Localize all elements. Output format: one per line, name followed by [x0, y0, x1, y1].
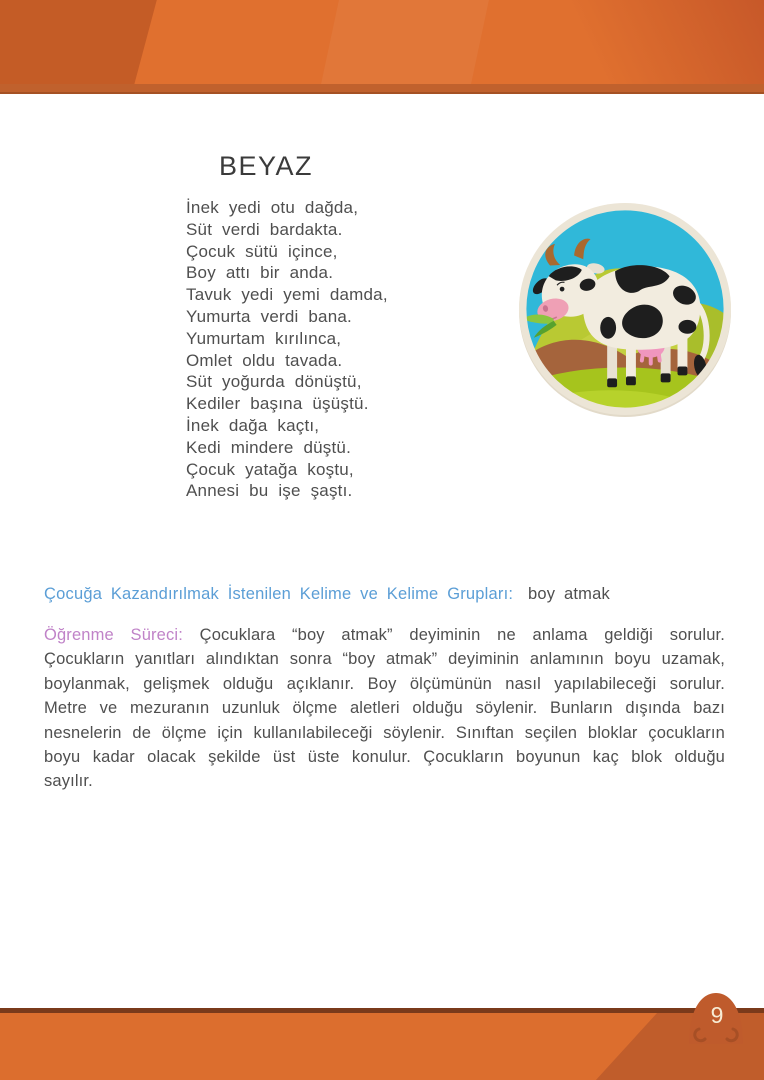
- header-band: [0, 0, 764, 84]
- keywords-label: Çocuğa Kazandırılmak İstenilen Kelime ve Kelime Grupları:: [44, 585, 514, 603]
- poem-line: İnek dağa kaçtı,: [186, 415, 320, 435]
- poem-line: Boy attı bir anda.: [186, 263, 334, 283]
- page-number: 9: [710, 1002, 724, 1028]
- cow-spot: [679, 320, 697, 334]
- learning-process-label: Öğrenme Süreci:: [44, 626, 183, 644]
- page-number-badge: [684, 986, 748, 1044]
- page-title: BEYAZ: [218, 151, 314, 181]
- learning-process-paragraph: [44, 623, 725, 794]
- cow-hoof: [607, 378, 617, 387]
- poem-line: Yumurta verdi bana.: [186, 306, 352, 326]
- keywords-line: [44, 583, 754, 605]
- header-strip: [0, 84, 764, 94]
- poem-line: Kediler başına üşüştü.: [186, 394, 369, 414]
- cow-hoof: [678, 366, 688, 375]
- poem-line: Yumurtam kırılınca,: [186, 328, 342, 348]
- poem-line: Süt verdi bardakta.: [186, 219, 343, 239]
- meadow-scene: [516, 200, 734, 418]
- cow-illustration: [516, 200, 734, 418]
- poem-line: Kedi mindere düştü.: [186, 437, 351, 457]
- cow-spot: [600, 317, 616, 339]
- poem-line: Çocuk sütü içince,: [186, 241, 338, 261]
- keywords-value: boy atmak: [527, 585, 610, 603]
- poem: [186, 197, 516, 502]
- poem-line: Annesi bu işe şaştı.: [186, 481, 353, 501]
- header-red-tint-shape: [444, 0, 764, 84]
- poem-line: Süt yoğurda dönüştü,: [186, 372, 362, 392]
- poem-line: Çocuk yatağa koştu,: [186, 459, 354, 479]
- header-sheen-shape: [321, 0, 489, 84]
- learning-process-text: Çocuklara “boy atmak” deyiminin ne anlama geldiği sorulur. Çocukların yanıtları alındıktan sonra “boy atmak” deyiminin anlamının boyu uzamak, boylanmak, gelişmek olduğu açıklanır. Boy ölçümünün nasıl yapılabileceği sorulur. Metre ve mezuranın uzunluk ölçme aletleri olduğu söylenir. Bunların dışında bazı nesnelerin de ölçme için kullanılabileceği söylenir. Sınıftan seçilen bloklar çocukların boyu kadar olacak şekilde üst üste konulur. Çocukların boyunun kaç blok olduğu sayılır.: [44, 626, 725, 791]
- poem-line: Omlet oldu tavada.: [186, 350, 343, 370]
- footer-band: [0, 1013, 764, 1080]
- cow-illustration-svg: [516, 200, 734, 418]
- cow-hoof: [661, 373, 671, 382]
- footer-accent-shape: [0, 1013, 764, 1080]
- header-accent-shape: [0, 0, 160, 84]
- poem-line: Tavuk yedi yemi damda,: [186, 285, 388, 305]
- poem-line: İnek yedi otu dağda,: [186, 198, 359, 217]
- cow-hoof: [626, 376, 636, 385]
